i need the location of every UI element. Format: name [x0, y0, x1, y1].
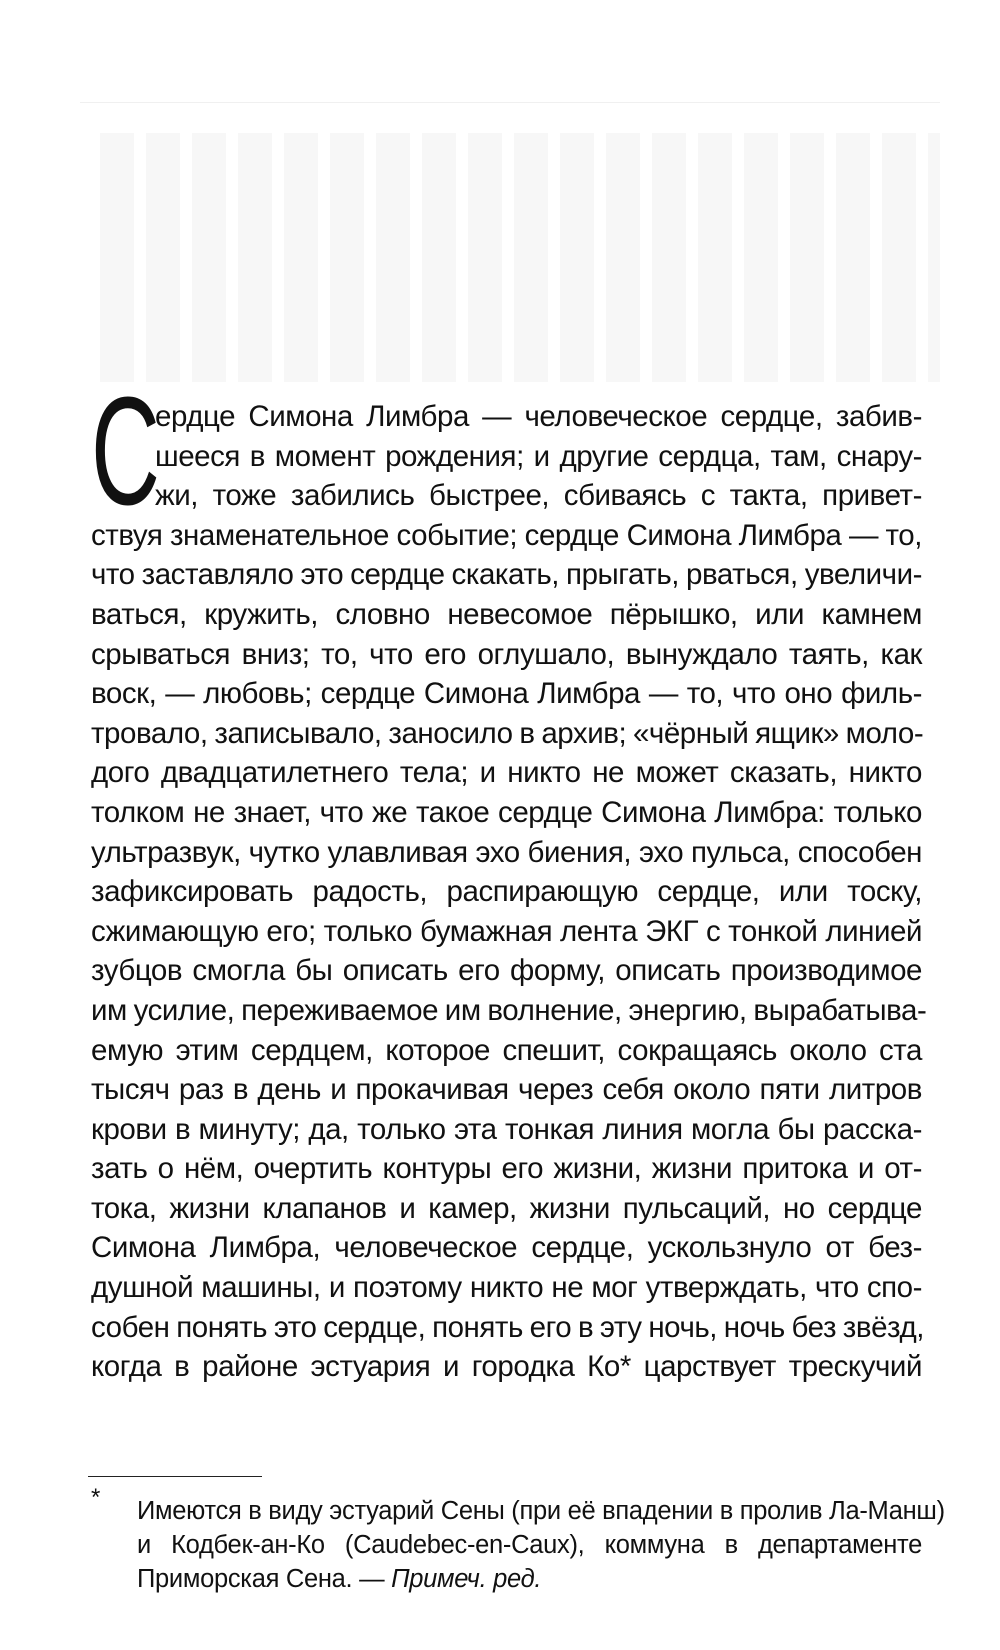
footnote-marker: * [91, 1484, 101, 1511]
text-line: крови в минуту; да, только эта тонкая линия могла бы расска- [91, 1112, 922, 1146]
drop-cap-letter: С [91, 365, 160, 537]
text-line: воск, — любовь; сердце Симона Лимбра — то, что оно филь- [91, 677, 922, 711]
text-line: Симона Лимбра, человеческое сердце, ускользнуло от без- [91, 1231, 922, 1265]
text-line: когда в районе эстуария и городка Ко* царствует трескучий [91, 1350, 922, 1384]
bleed-through-reverse-side [80, 62, 940, 382]
text-line: зубцов смогла бы описать его форму, описать производимое [91, 954, 922, 988]
text-line: ультразвук, чутко улавливая эхо биения, эхо пульса, способен [91, 835, 922, 869]
text-line: срываться вниз; то, что его оглушало, вынуждало таять, как [91, 637, 922, 671]
bleed-rule [80, 102, 940, 103]
text-line: душной машины, и поэтому никто не мог утверждать, что спо- [91, 1271, 922, 1305]
text-line: шееся в момент рождения; и другие сердца, там, снару- [155, 439, 922, 473]
editor-note: Примеч. ред. [391, 1565, 542, 1593]
text-line: тысяч раз в день и прокачивая через себя около пяти литров [91, 1073, 922, 1107]
footnote-line-text: Приморская Сена. — [137, 1565, 392, 1593]
footnote-separator [88, 1476, 262, 1477]
bleed-line [100, 217, 940, 259]
bleed-line [100, 343, 940, 382]
main-paragraph [91, 397, 927, 1387]
text-line: ваться, кружить, словно невесомое пёрышко, или камнем [91, 597, 922, 631]
text-line: зафиксировать радость, распирающую сердце, или тоску, [91, 875, 922, 909]
bleed-line [100, 133, 940, 175]
bleed-line [100, 301, 940, 343]
footnote-line-last [137, 1562, 922, 1596]
text-line: тока, жизни клапанов и камер, жизни пульсаций, но сердце [91, 1191, 922, 1225]
text-line: емую этим сердцем, которое спешит, сокращаясь около ста [91, 1033, 922, 1067]
text-line: что заставляло это сердце скакать, прыгать, рваться, увеличи- [91, 558, 922, 592]
text-line: тровало, записывало, заносило в архив; «чёрный ящик» моло- [91, 716, 924, 750]
bleed-line [100, 259, 940, 301]
text-line: ердце Симона Лимбра — человеческое сердце, забив- [155, 400, 922, 433]
text-line: сжимающую его; только бумажная лента ЭКГ с тонкой линией [91, 914, 922, 948]
footnote-line: и Кодбек-ан-Ко (Caudebec-en-Caux), коммуна в департаменте [137, 1531, 922, 1559]
text-line: собен понять это сердце, понять его в эту ночь, ночь без звёзд, [91, 1310, 924, 1344]
bleed-line [100, 175, 940, 217]
text-line: толком не знает, что же такое сердце Симона Лимбра: только [91, 795, 922, 829]
footnote-text [137, 1494, 945, 1596]
footnote-line: Имеются в виду эстуарий Сены (при её впадении в пролив Ла-Манш) [137, 1497, 945, 1525]
text-line: жи, тоже забились быстрее, сбиваясь с такта, привет- [155, 479, 922, 513]
text-line: ствуя знаменательное событие; сердце Симона Лимбра — то, [91, 518, 922, 552]
text-line: дого двадцатилетнего тела; и никто не может сказать, никто [91, 756, 922, 790]
text-line: им усилие, переживаемое им волнение, энергию, вырабатыва- [91, 993, 927, 1027]
text-line: зать о нём, очертить контуры его жизни, жизни притока и от- [91, 1152, 922, 1186]
